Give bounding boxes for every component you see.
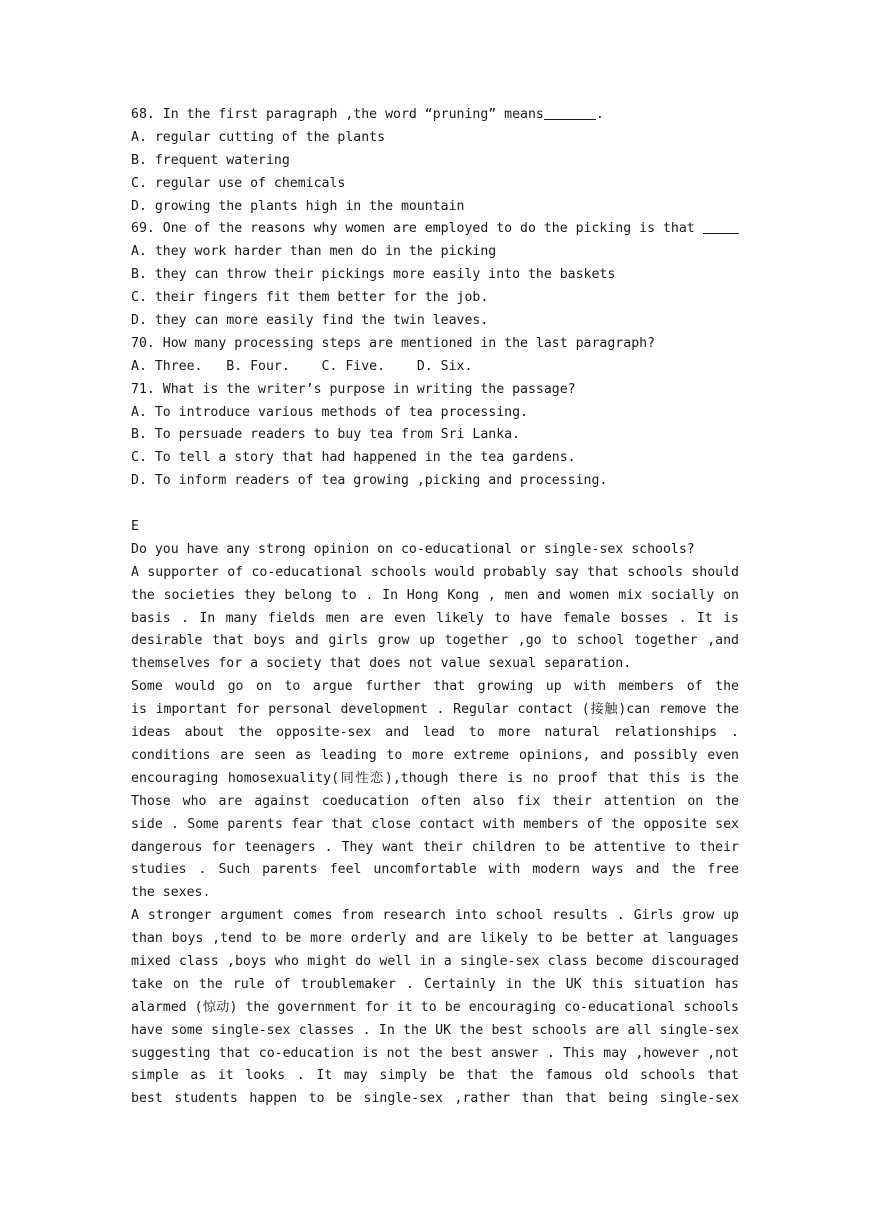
question-68-stem [131,104,739,127]
question-68-end: . [595,107,604,122]
option-68-c: C. regular use of chemicals [131,175,346,191]
passage-line: suggesting that co-education is not the best answer . This may ,however ,not [131,1045,739,1061]
passage-line: basis . In many fields men are even likely to have female bosses . It is [131,610,739,626]
passage-line: Do you have any strong opinion on co-educational or single-sex schools? [131,541,695,557]
passage-line: A supporter of co-educational schools would probably say that schools should [131,564,739,580]
option-71-b: B. To persuade readers to buy tea from Sri Lanka. [131,427,521,443]
answer-blank [703,219,739,234]
passage-line: A stronger argument comes from research into school results . Girls grow up [131,908,739,924]
option-69-d: D. they can more easily find the twin leaves. [131,313,489,329]
option-69-c: C. their fingers fit them better for the job. [131,290,489,306]
passage-body [131,539,739,1111]
question-70-stem: 70. How many processing steps are mentioned in the last paragraph? [131,335,656,351]
question-68-text: 68. In the first paragraph ,the word “pruning” means [131,107,544,122]
passage-line: have some single-sex classes . In the UK the best schools are all single-sex [131,1022,739,1038]
passage-line: the sexes. [131,885,211,901]
document-page [131,104,739,1111]
option-69-b: B. they can throw their pickings more easily into the baskets [131,267,616,283]
passage-line: Those who are against coeducation often also fix their attention on the [131,793,739,809]
section-gap [131,493,739,516]
passage-line: alarmed (惊动) the government for it to be encouraging co-educational schools [131,999,739,1015]
passage-line: encouraging homosexuality(同性恋),though there is no proof that this is the [131,770,739,786]
option-68-b: B. frequent watering [131,152,290,168]
passage-line: Some would go on to argue further that growing up with members of the [131,679,739,695]
option-71-c: C. To tell a story that had happened in the tea gardens. [131,450,576,466]
passage-line: is important for personal development . Regular contact (接触)can remove the [131,702,739,718]
passage-line: dangerous for teenagers . They want their children to be attentive to their [131,839,739,855]
option-68-d: D. growing the plants high in the mountain [131,198,465,214]
options-70-inline: A. Three. B. Four. C. Five. D. Six. [131,358,473,374]
option-69-a: A. they work harder than men do in the picking [131,244,497,260]
passage-line: studies . Such parents feel uncomfortable with modern ways and the free [131,862,739,878]
passage-heading: E [131,519,139,535]
passage-line: take on the rule of troublemaker . Certainly in the UK this situation has [131,976,739,992]
passage-line: conditions are seen as leading to more extreme opinions, and possibly even [131,747,739,763]
answer-blank [544,105,596,120]
option-71-a: A. To introduce various methods of tea processing. [131,404,528,420]
option-71-d: D. To inform readers of tea growing ,picking and processing. [131,473,608,489]
passage-line: desirable that boys and girls grow up together ,go to school together ,and [131,633,739,649]
passage-line: best students happen to be single-sex ,rather than that being single-sex [131,1091,739,1107]
passage-line: the societies they belong to . In Hong Kong , men and women mix socially on [131,587,739,603]
passage-line: ideas about the opposite-sex and lead to more natural relationships . [131,725,739,741]
passage-line: themselves for a society that does not value sexual separation. [131,656,632,672]
passage-line: mixed class ,boys who might do well in a single-sex class become discouraged [131,953,739,969]
question-71-stem: 71. What is the writer’s purpose in writing the passage? [131,381,576,397]
question-69-text: 69. One of the reasons why women are employed to do the picking is that [131,221,703,237]
passage-line: simple as it looks . It may simply be that the famous old schools that [131,1068,739,1084]
passage-line: side . Some parents fear that close contact with members of the opposite sex [131,816,739,832]
question-69-stem [131,218,739,241]
passage-line: than boys ,tend to be more orderly and are likely to be better at languages [131,931,739,947]
option-68-a: A. regular cutting of the plants [131,129,386,145]
